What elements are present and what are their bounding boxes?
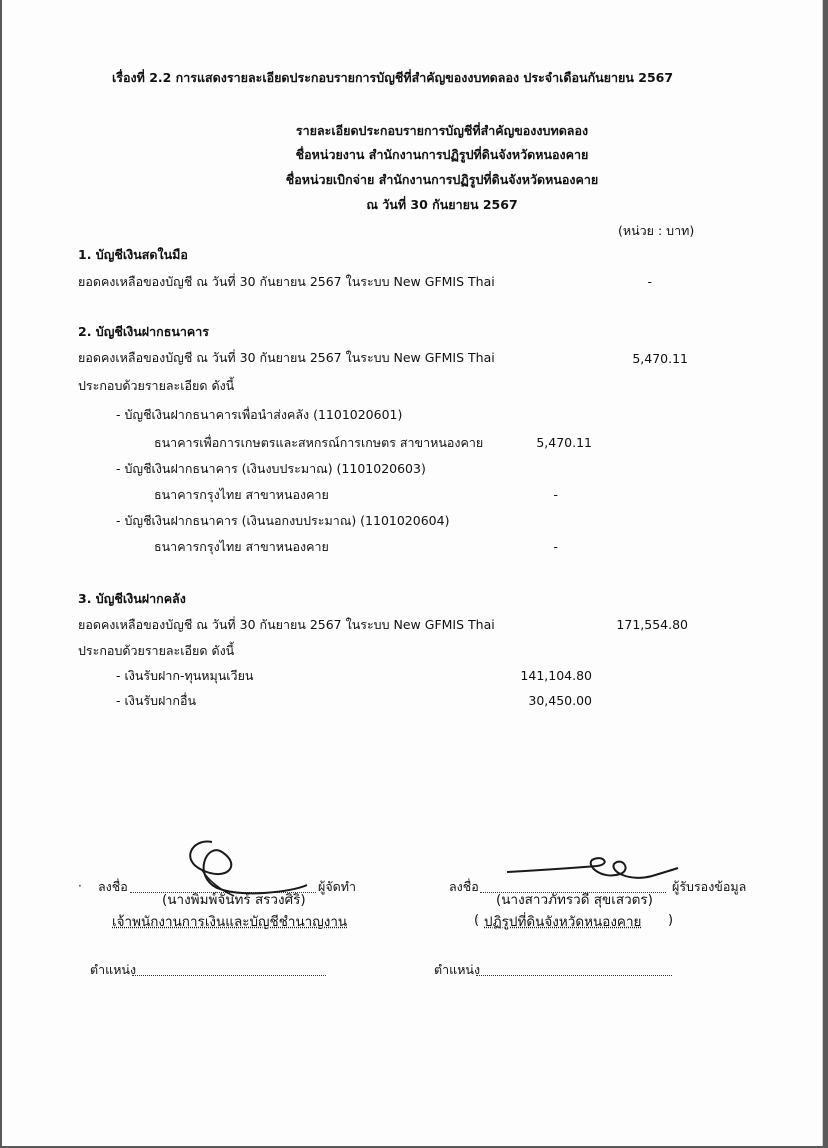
sub-title: รายละเอียดประกอบรายการบัญชีที่สำคัญของงบทดลอง [295, 123, 589, 138]
section-1-balance: - [647, 274, 652, 289]
deposit-item-amount: 30,450.00 [528, 693, 592, 708]
left-signer-position: เจ้าพนักงานการเงินและบัญชีชำนาญงาน [112, 914, 348, 930]
document-heading: เรื่องที่ 2.2 การแสดงรายละเอียดประกอบรายการบัญชีที่สำคัญของงบทดลอง ประจำเดือนกันยายน 2567 [112, 70, 674, 85]
right-position-line [476, 975, 672, 976]
section-2-balance-label: ยอดคงเหลือของบัญชี ณ วันที่ 30 กันยายน 2567 ในระบบ New GFMIS Thai [78, 350, 495, 365]
bank-name: ธนาคารกรุงไทย สาขาหนองคาย [154, 487, 329, 502]
right-signature [502, 846, 682, 896]
left-sign-label: ลงชื่อ [98, 879, 128, 894]
section-3-balance-label: ยอดคงเหลือของบัญชี ณ วันที่ 30 กันยายน 2567 ในระบบ New GFMIS Thai [78, 617, 495, 632]
disbursing-unit: ชื่อหน่วยเบิกจ่าย สำนักงานการปฏิรูปที่ดินจังหวัดหนองคาย [285, 172, 599, 187]
bank-account-item: - บัญชีเงินฝากธนาคาร (เงินนอกงบประมาณ) (1101020604) [116, 513, 450, 528]
left-position-label: ตำแหน่ง [90, 962, 137, 977]
bank-name: ธนาคารเพื่อการเกษตรและสหกรณ์การเกษตร สาขาหนองคาย [154, 435, 484, 450]
left-position-line [132, 975, 326, 976]
right-signer-position: ปฏิรูปที่ดินจังหวัดหนองคาย [484, 914, 642, 930]
agency-name: ชื่อหน่วยงาน สำนักงานการปฏิรูปที่ดินจังหวัดหนองคาย [295, 147, 589, 162]
bullet-mark: · [78, 879, 82, 893]
deposit-item-label: - เงินรับฝาก-ทุนหมุนเวียน [116, 668, 254, 683]
deposit-item-amount: 141,104.80 [520, 668, 592, 683]
as-of-date: ณ วันที่ 30 กันยายน 2567 [366, 197, 518, 212]
bank-account-item: - บัญชีเงินฝากธนาคารเพื่อนำส่งคลัง (1101020601) [116, 407, 403, 422]
section-2-title: 2. บัญชีเงินฝากธนาคาร [78, 324, 209, 339]
section-3-title: 3. บัญชีเงินฝากคลัง [78, 591, 186, 606]
right-position-close: ) [668, 913, 674, 928]
bank-amount: - [553, 487, 558, 502]
right-position-label: ตำแหน่ง [434, 962, 481, 977]
document-page [2, 0, 823, 1146]
right-signer-name: (นางสาวภัทรวดี สุขเสวตร) [496, 892, 653, 908]
right-position-open: ( [474, 913, 480, 928]
right-sign-role: ผู้รับรองข้อมูล [672, 879, 747, 894]
left-signer-name: (นางพิมพ์จันทร์ สรวงศิริ) [162, 892, 306, 908]
section-3-detail-label: ประกอบด้วยรายละเอียด ดังนี้ [78, 643, 235, 658]
deposit-item-label: - เงินรับฝากอื่น [116, 693, 197, 708]
bank-name: ธนาคารกรุงไทย สาขาหนองคาย [154, 539, 329, 554]
bank-amount: - [553, 539, 558, 554]
section-3-balance: 171,554.80 [616, 617, 688, 632]
unit-label: (หน่วย : บาท) [618, 223, 695, 238]
bank-account-item: - บัญชีเงินฝากธนาคาร (เงินงบประมาณ) (1101020603) [116, 461, 426, 476]
section-2-detail-label: ประกอบด้วยรายละเอียด ดังนี้ [78, 378, 235, 393]
section-1-balance-label: ยอดคงเหลือของบัญชี ณ วันที่ 30 กันยายน 2567 ในระบบ New GFMIS Thai [78, 274, 495, 289]
left-sign-role: ผู้จัดทำ [318, 879, 357, 894]
section-2-balance: 5,470.11 [632, 351, 688, 366]
section-1-title: 1. บัญชีเงินสดในมือ [78, 247, 188, 262]
bank-amount: 5,470.11 [536, 435, 592, 450]
right-sign-label: ลงชื่อ [449, 879, 479, 894]
